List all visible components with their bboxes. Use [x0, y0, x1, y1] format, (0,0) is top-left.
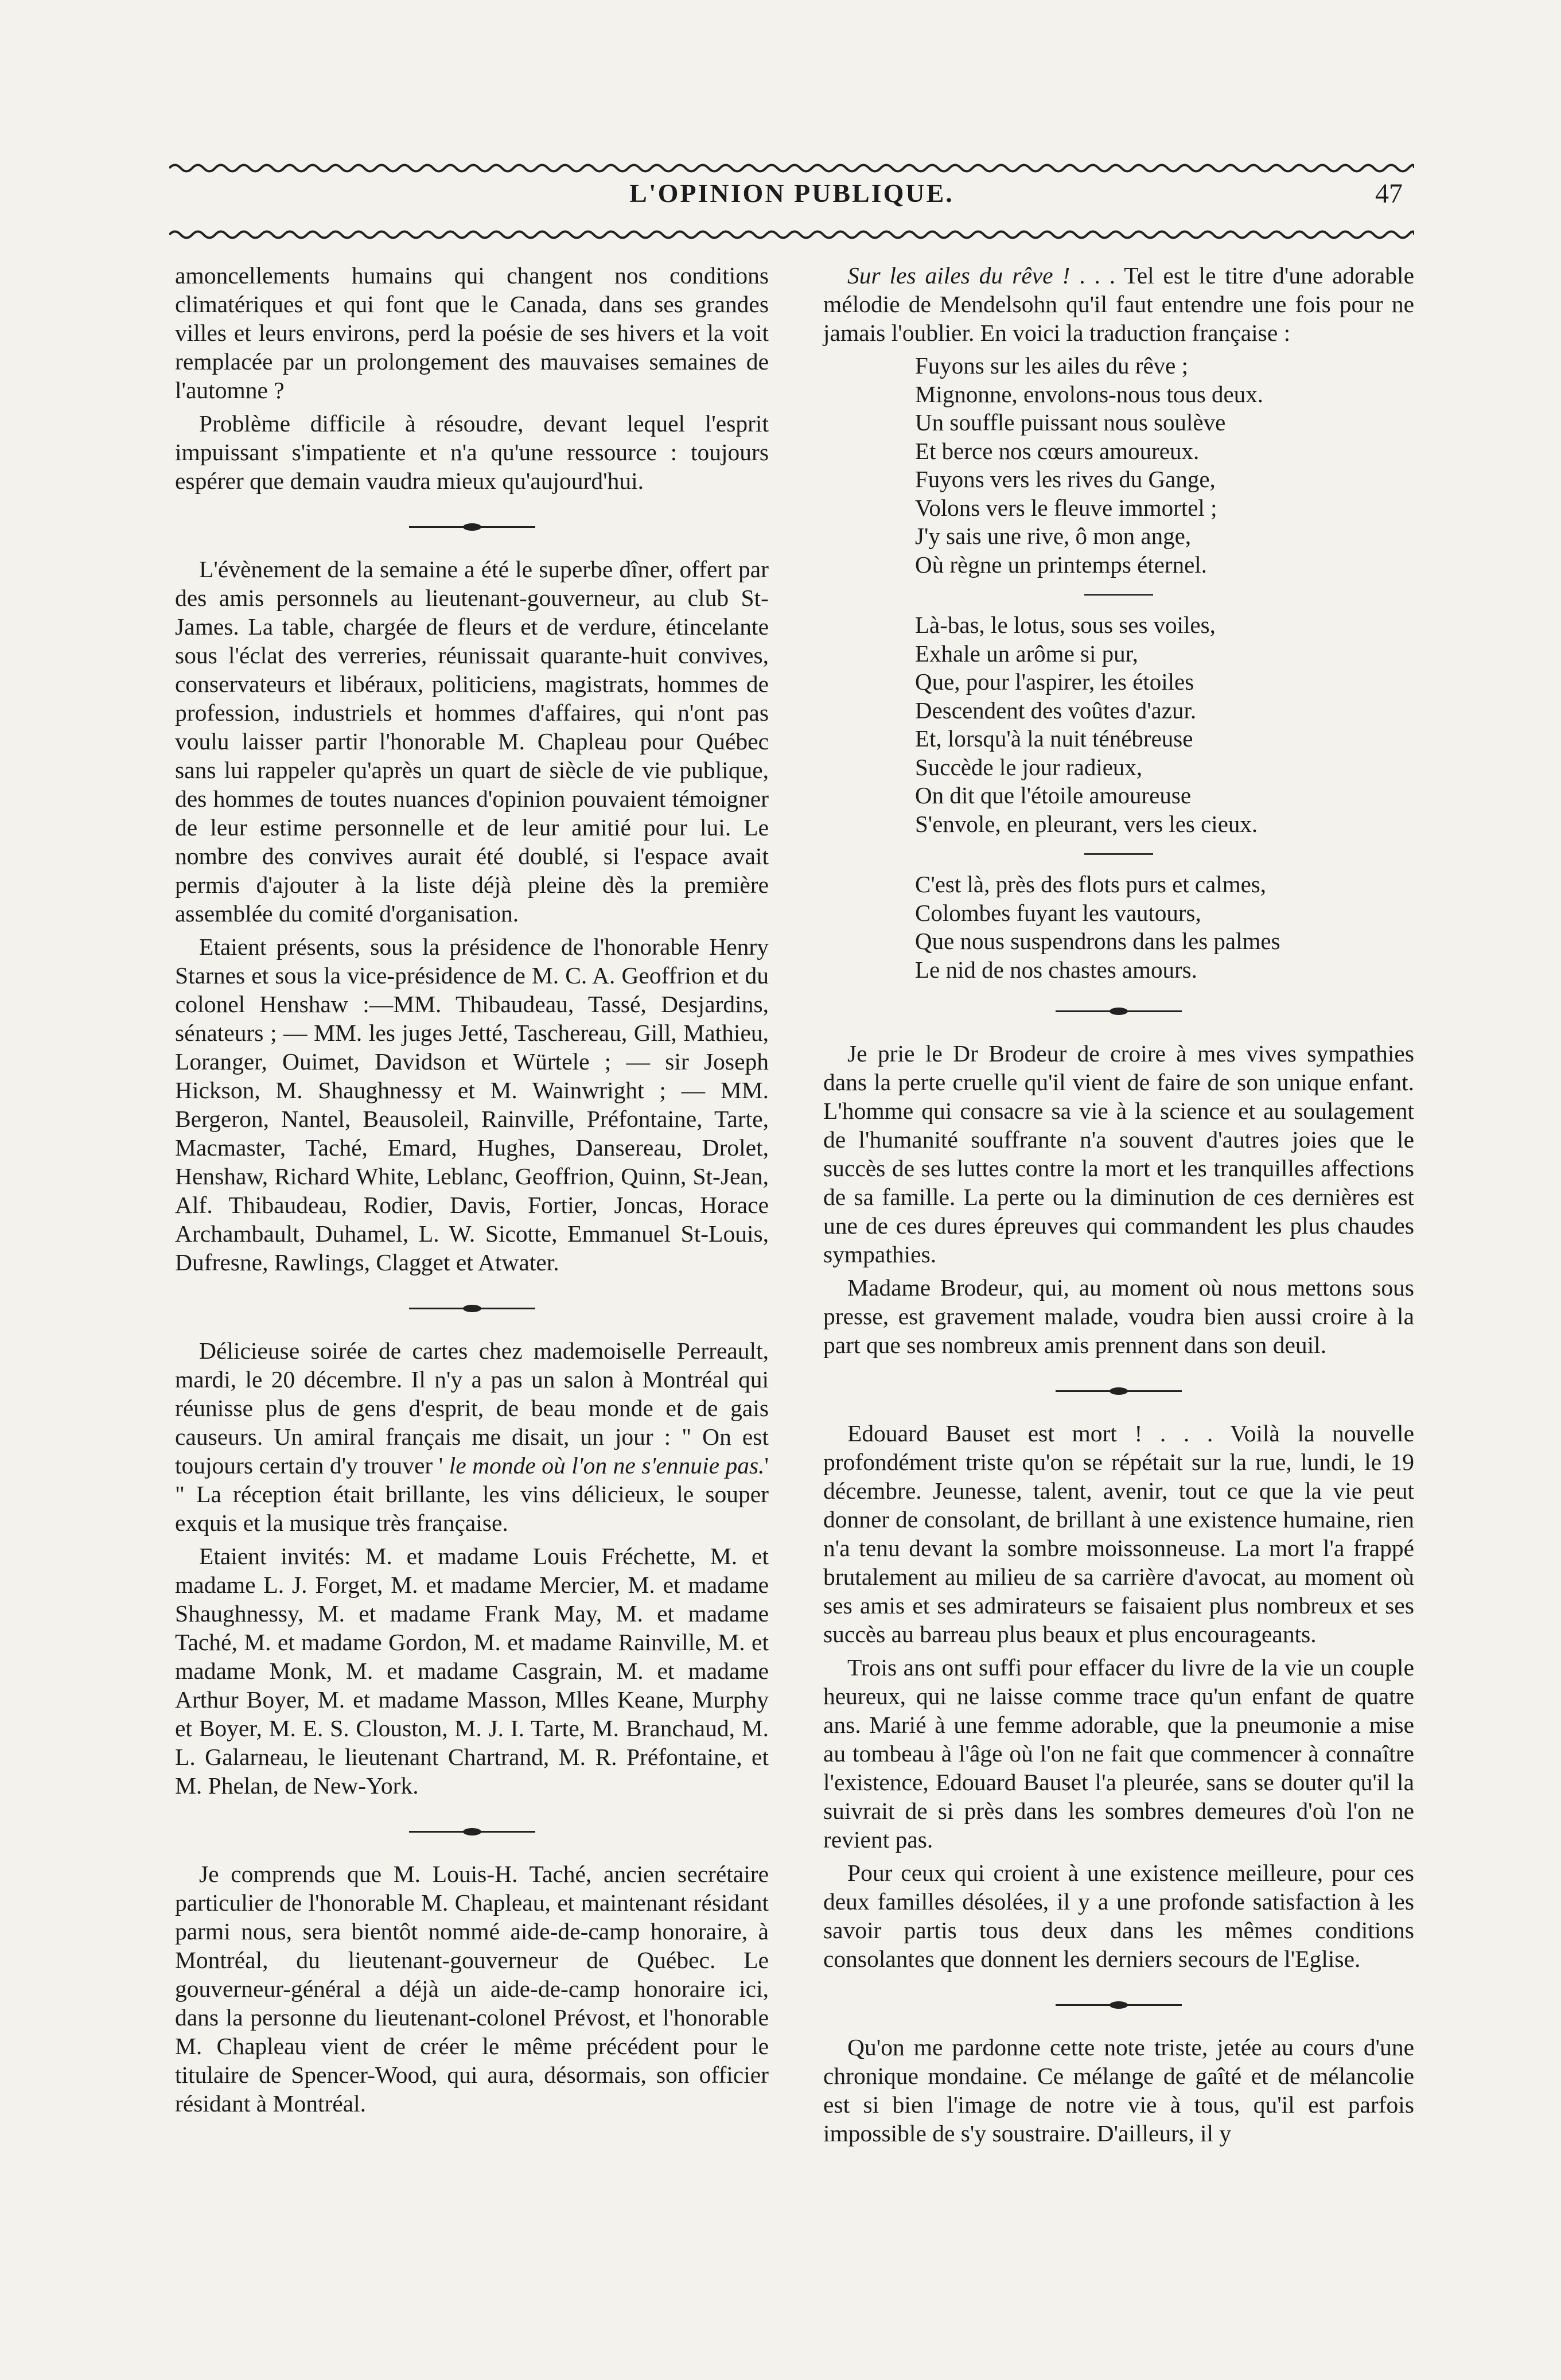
poem-line: J'y sais une rive, ô mon ange, [915, 523, 1192, 549]
poem-line: Descendent des voûtes d'azur. [915, 697, 1197, 724]
stanza-separator [823, 579, 1414, 611]
page-title: L'OPINION PUBLIQUE. [629, 178, 954, 208]
poem-line: Et berce nos cœurs amoureux. [915, 437, 1200, 464]
poem-line: Là-bas, le lotus, sous ses voiles, [915, 612, 1216, 638]
poem-line: Fuyons vers les rives du Gange, [915, 466, 1216, 492]
stanza-separator [823, 838, 1414, 870]
section-separator [823, 1978, 1414, 2033]
article-paragraph: Sur les ailes du rêve ! . . . Tel est le titre d'une adorable mélodie de Mendelsohn qu'il faut entendre une fois pour ne jamais l'oublier. En voici la traduction française : [823, 262, 1414, 346]
article-paragraph: Problème difficile à résoudre, devant lequel l'esprit impuissant s'impatiente et n'a qu'une ressource : toujours espérer que demain vaudra mieux qu'aujourd'hui. [175, 410, 769, 494]
article-paragraph: Pour ceux qui croient à une existence meilleure, pour ces deux familles désolées, il y a une profonde satisfaction à les savoir partis tous deux dans les mêmes conditions consolantes que donnent les derniers secours de l'Eglise. [823, 1860, 1414, 1972]
article-paragraph: Etaient invités: M. et madame Louis Fréchette, M. et madame L. J. Forget, M. et madame Mercier, M. et madame Shaughnessy, M. et madame Frank May, M. et madame Taché, M. et madame Gordon, M. et madame Rainville, M. et madame Monk, M. et madame Casgrain, M. et madame Arthur Boyer, M. et madame Masson, Mlles Keane, Murphy et Boyer, M. E. S. Clouston, M. J. I. Tarte, M. Branchaud, M. L. Galarneau, le lieutenant Chartrand, M. R. Préfontaine, et M. Phelan, de New-York. [175, 1543, 769, 1799]
poem-line: Et, lorsqu'à la nuit ténébreuse [915, 725, 1193, 752]
poem-line: Que nous suspendrons dans les palmes [915, 928, 1280, 954]
poem-stanza [915, 611, 1414, 838]
section-separator [823, 1364, 1414, 1419]
article-paragraph: Qu'on me pardonne cette note triste, jetée au cours d'une chronique mondaine. Ce mélange de gaîté et de mélancolie est si bien l'image de notre vie à tous, qu'il est parfois impossible de s'y soustraire. D'ailleurs, il y [823, 2034, 1414, 2146]
poem-line: Succède le jour radieux, [915, 753, 1143, 780]
poem-line: Fuyons sur les ailes du rêve ; [915, 352, 1188, 379]
poem-line: Un souffle puissant nous soulève [915, 409, 1226, 435]
article-paragraph: Je comprends que M. Louis-H. Taché, ancien secrétaire particulier de l'honorable M. Chapleau, et maintenant résidant parmi nous, sera bientôt nommé aide-de-camp honoraire, à Montréal, du lieutenant-gouverneur de Québec. Le gouverneur-général a déjà un aide-de-camp honoraire ici, dans la personne du lieutenant-colonel Prévost, et l'honorable M. Chapleau vient de créer le même précédent pour le titulaire de Spencer-Wood, qui aura, désormais, son officier résidant à Montréal. [175, 1861, 769, 2117]
section-separator [175, 1805, 769, 1860]
article-paragraph: Je prie le Dr Brodeur de croire à mes vives sympathies dans la perte cruelle qu'il vient de faire de son unique enfant. L'homme qui consacre sa vie à la science et au soulagement de l'humanité souffrante n'a souvent d'autres joies que le succès de ses luttes contre la mort et les tranquilles affections de sa famille. La perte ou la diminution de ces dernières est une de ces dures épreuves qui commandent les plus chaudes sympathies. [823, 1040, 1414, 1267]
article-paragraph: Délicieuse soirée de cartes chez mademoiselle Perreault, mardi, le 20 décembre. Il n'y a pas un salon à Montréal qui réunisse plus de gens d'esprit, de beau monde et de gais causeurs. Un amiral français me disait, un jour : " On est toujours certain d'y trouver ' le monde où l'on ne s'ennuie pas.' " La réception était brillante, les vins délicieux, le souper exquis et la musique très française. [175, 1337, 769, 1536]
poem-line: S'envole, en pleurant, vers les cieux. [915, 810, 1258, 837]
section-separator [175, 1281, 769, 1336]
article-paragraph: Edouard Bauset est mort ! . . . Voilà la nouvelle profondément triste qu'on se répétait sur la rue, lundi, le 19 décembre. Jeunesse, talent, avenir, tout ce que la vie peut donner de consolant, de brillant à une existence humaine, rien n'a tenu devant la sombre moissonneuse. La mort l'a frappé brutalement au milieu de sa carrière d'avocat, au moment où ses amis et ses admirateurs se faisaient plus nombreux et ses succès au barreau plus beaux et plus encourageants. [823, 1420, 1414, 1647]
poem-line: On dit que l'étoile amoureuse [915, 782, 1192, 808]
page-header [169, 178, 1414, 224]
top-wave-border [169, 162, 1414, 174]
poem [915, 352, 1414, 984]
poem-line: Que, pour l'aspirer, les étoiles [915, 668, 1194, 695]
article-paragraph: Madame Brodeur, qui, au moment où nous mettons sous presse, est gravement malade, voudra bien aussi croire à la part que ses nombreux amis prennent dans son deuil. [823, 1274, 1414, 1358]
left-column [175, 261, 769, 2122]
poem-line: Le nid de nos chastes amours. [915, 956, 1197, 983]
poem-line: C'est là, près des flots purs et calmes, [915, 871, 1266, 897]
song-title: Sur les ailes du rêve ! [847, 262, 1070, 289]
right-column [823, 261, 1414, 2152]
page-number: 47 [1375, 178, 1403, 209]
poem-stanza [915, 352, 1414, 579]
poem-stanza [915, 870, 1414, 984]
article-paragraph: Trois ans ont suffi pour effacer du livre de la vie un couple heureux, qui ne laisse comme trace qu'un enfant de quatre ans. Marié à une femme adorable, que la pneumonie a mise au tombeau à l'âge où l'on ne fait que commencer à connaître l'existence, Edouard Bauset l'a pleurée, sans se douter qu'il la suivrait de si près dans les sombres demeures d'où l'on ne revient pas. [823, 1654, 1414, 1853]
bottom-wave-border [169, 228, 1414, 241]
poem-line: Où règne un printemps éternel. [915, 551, 1207, 578]
poem-line: Colombes fuyant les vautours, [915, 899, 1201, 926]
italic-quote: le monde où l'on ne s'ennuie pas. [449, 1452, 765, 1479]
poem-line: Exhale un arôme si pur, [915, 640, 1138, 667]
poem-line: Mignonne, envolons-nous tous deux. [915, 380, 1263, 407]
article-paragraph: Etaient présents, sous la présidence de l'honorable Henry Starnes et sous la vice-présidence de M. C. A. Geoffrion et du colonel Henshaw :—MM. Thibaudeau, Tassé, Desjardins, sénateurs ; — MM. les juges Jetté, Taschereau, Gill, Mathieu, Loranger, Ouimet, Davidson et Würtele ; — sir Joseph Hickson, M. Shaughnessy et M. Wainwright ; — MM. Bergeron, Nantel, Beausoleil, Rainville, Préfontaine, Tarte, Macmaster, Taché, Emard, Hughes, Dansereau, Drolet, Henshaw, Richard White, Leblanc, Geoffrion, Quinn, St-Jean, Alf. Thibaudeau, Rodier, Davis, Fortier, Joncas, Horace Archambault, Duhamel, L. W. Sicotte, Emmanuel St-Louis, Dufresne, Rawlings, Clagget et Atwater. [175, 934, 769, 1275]
section-separator [823, 984, 1414, 1039]
poem-line: Volons vers le fleuve immortel ; [915, 494, 1217, 521]
article-paragraph: amoncellements humains qui changent nos conditions climatériques et qui font que le Canada, dans ses grandes villes et leurs environs, perd la poésie de ses hivers et la voit remplacée par un prolongement des mauvaises semaines de l'automne ? [175, 262, 769, 403]
section-separator [175, 500, 769, 555]
article-paragraph: L'évènement de la semaine a été le superbe dîner, offert par des amis personnels au lieutenant-gouverneur, au club St-James. La table, chargée de fleurs et de verdure, étincelante sous l'éclat des verreries, réunissait quarante-huit convives, conservateurs et libéraux, politiciens, magistrats, hommes de profession, industriels et hommes d'affaires, qui n'ont pas voulu laisser partir l'honorable M. Chapleau pour Québec sans lui rappeler qu'après un quart de siècle de vie publique, des hommes de toutes nuances d'opinion pouvaient témoigner de leur estime personnelle et de leur amitié pour lui. Le nombre des convives aurait été doublé, si l'espace avait permis d'ajouter à la liste déjà pleine dès la première assemblée du comité d'organisation. [175, 556, 769, 927]
